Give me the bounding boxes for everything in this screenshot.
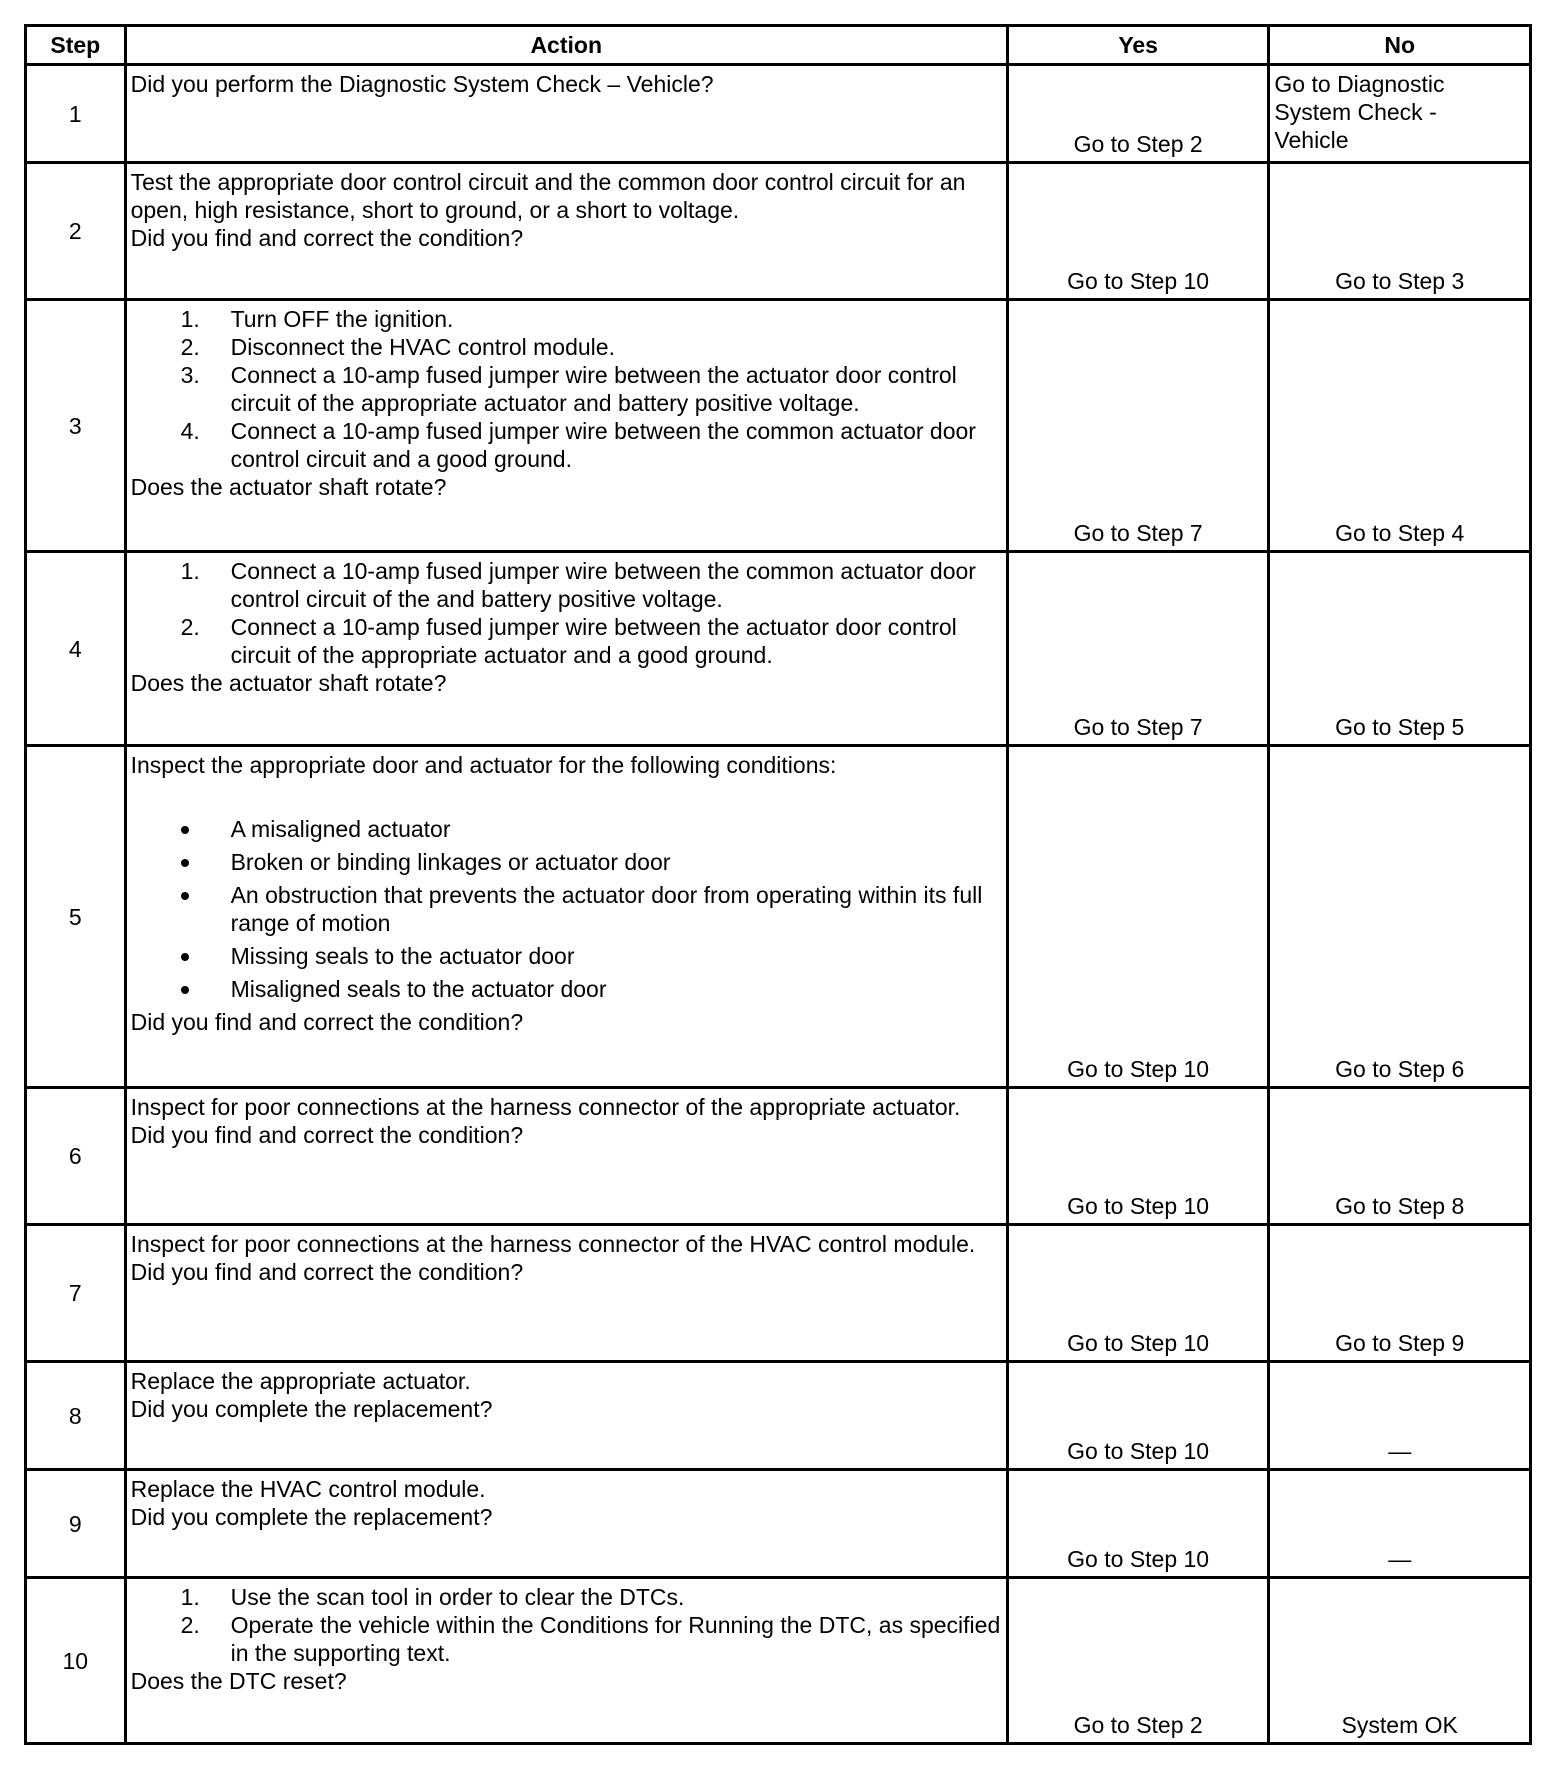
action-instruction: Inspect for poor connections at the harness connector of the HVAC control module. [130,1231,976,1257]
no-result: Go to Step 9 [1269,1225,1531,1362]
procedure-step-text: Turn OFF the ignition. [230,306,454,332]
action-question: Did you find and correct the condition? [130,225,524,251]
action-question: Does the actuator shaft rotate? [130,670,447,696]
step-number: 2 [26,163,126,300]
yes-result: Go to Step 10 [1007,1470,1269,1578]
procedure-list [131,557,1002,669]
action-cell [125,300,1007,552]
condition-item [131,975,1002,1003]
step-number: 9 [26,1470,126,1578]
table-row-step-3 [26,300,1531,552]
procedure-step [131,1611,1002,1667]
action-question: Did you complete the replacement? [130,1396,493,1422]
table-row-step-7 [26,1225,1531,1362]
action-cell [125,552,1007,746]
action-instruction: Replace the appropriate actuator. [130,1368,471,1394]
condition-list [131,815,1002,1003]
procedure-step-number: 1. [180,306,200,332]
action-instruction: Test the appropriate door control circuit and the common door control circuit for an open, high resistance, short to ground, or a short to voltage. [130,169,966,223]
condition-text: An obstruction that prevents the actuator door from operating within its full range of motion [230,882,983,936]
header-step: Step [26,26,126,65]
step-number: 7 [26,1225,126,1362]
header-yes: Yes [1007,26,1269,65]
procedure-step-number: 2. [180,614,200,640]
procedure-step [131,361,1002,417]
action-instruction: Replace the HVAC control module. [130,1476,486,1502]
table-row-step-10 [26,1578,1531,1744]
action-question: Did you find and correct the condition? [130,1259,524,1285]
yes-result: Go to Step 10 [1007,1225,1269,1362]
step-number: 5 [26,746,126,1088]
procedure-step-text: Connect a 10-amp fused jumper wire between the actuator door control circuit of the appropriate actuator and a good ground. [230,614,957,668]
condition-text: Misaligned seals to the actuator door [230,976,607,1002]
no-result: — [1269,1362,1531,1470]
procedure-step-text: Connect a 10-amp fused jumper wire between the actuator door control circuit of the appropriate actuator and battery positive voltage. [230,362,957,416]
bullet-icon [181,859,189,867]
procedure-step-number: 1. [180,558,200,584]
table-row-step-9 [26,1470,1531,1578]
no-result-line: Go to Diagnostic [1274,71,1445,97]
yes-result: Go to Step 10 [1007,746,1269,1088]
action-cell [125,746,1007,1088]
step-number: 8 [26,1362,126,1470]
procedure-list [131,1583,1002,1667]
step-number: 4 [26,552,126,746]
action-question: Did you find and correct the condition? [130,1009,524,1035]
action-cell [125,1088,1007,1225]
no-result: Go to Step 8 [1269,1088,1531,1225]
no-result: Go to Step 3 [1269,163,1531,300]
header-action: Action [125,26,1007,65]
table-row-step-8 [26,1362,1531,1470]
condition-text: Missing seals to the actuator door [230,943,575,969]
yes-result: Go to Step 7 [1007,552,1269,746]
procedure-step [131,1583,1002,1611]
action-cell [125,1578,1007,1744]
step-number: 10 [26,1578,126,1744]
condition-text: Broken or binding linkages or actuator door [230,849,671,875]
bullet-icon [181,892,189,900]
no-result-line: Vehicle [1274,127,1349,153]
procedure-step [131,305,1002,333]
procedure-step-text: Connect a 10-amp fused jumper wire between the common actuator door control circuit and a good ground. [230,418,976,472]
procedure-step-text: Operate the vehicle within the Conditions for Running the DTC, as specified in the supporting text. [230,1612,1001,1666]
action-cell [125,1225,1007,1362]
table-row-step-4 [26,552,1531,746]
table-row-step-2 [26,163,1531,300]
yes-result: Go to Step 10 [1007,1088,1269,1225]
procedure-step [131,557,1002,613]
procedure-step-number: 4. [180,418,200,444]
bullet-icon [181,986,189,994]
bullet-icon [181,953,189,961]
procedure-step-number: 1. [180,1584,200,1610]
no-result-line: System Check - [1274,99,1437,125]
condition-item [131,881,1002,937]
action-question: Does the actuator shaft rotate? [130,474,447,500]
step-number: 1 [26,65,126,163]
yes-result: Go to Step 10 [1007,1362,1269,1470]
action-question: Did you perform the Diagnostic System Check – Vehicle? [130,71,714,97]
procedure-step-text: Disconnect the HVAC control module. [230,334,615,360]
condition-item [131,848,1002,876]
no-result: Go to Step 4 [1269,300,1531,552]
procedure-step-text: Use the scan tool in order to clear the DTCs. [230,1584,685,1610]
yes-result: Go to Step 2 [1007,65,1269,163]
no-result: Go to Step 6 [1269,746,1531,1088]
no-result: System OK [1269,1578,1531,1744]
condition-item [131,942,1002,970]
yes-result: Go to Step 7 [1007,300,1269,552]
header-no: No [1269,26,1531,65]
action-cell [125,1470,1007,1578]
step-number: 3 [26,300,126,552]
action-question: Did you find and correct the condition? [130,1122,524,1148]
condition-item [131,815,1002,843]
procedure-step-number: 2. [180,1612,200,1638]
procedure-step [131,333,1002,361]
action-cell [125,163,1007,300]
action-question: Did you complete the replacement? [130,1504,493,1530]
header-row [26,26,1531,65]
no-result: — [1269,1470,1531,1578]
condition-text: A misaligned actuator [230,816,451,842]
no-result: Go to Step 5 [1269,552,1531,746]
procedure-step-number: 3. [180,362,200,388]
action-cell [125,65,1007,163]
procedure-step-text: Connect a 10-amp fused jumper wire between the common actuator door control circuit of the and battery positive voltage. [230,558,976,612]
yes-result: Go to Step 10 [1007,163,1269,300]
procedure-list [131,305,1002,473]
no-result [1269,65,1531,163]
action-question: Does the DTC reset? [130,1668,347,1694]
procedure-step [131,613,1002,669]
diagnostic-table [24,24,1532,1745]
action-instruction: Inspect for poor connections at the harness connector of the appropriate actuator. [130,1094,961,1120]
table-row-step-1 [26,65,1531,163]
action-cell [125,1362,1007,1470]
bullet-icon [181,826,189,834]
step-number: 6 [26,1088,126,1225]
action-instruction: Inspect the appropriate door and actuator for the following conditions: [130,752,837,778]
table-row-step-5 [26,746,1531,1088]
yes-result: Go to Step 2 [1007,1578,1269,1744]
procedure-step-number: 2. [180,334,200,360]
procedure-step [131,417,1002,473]
table-row-step-6 [26,1088,1531,1225]
